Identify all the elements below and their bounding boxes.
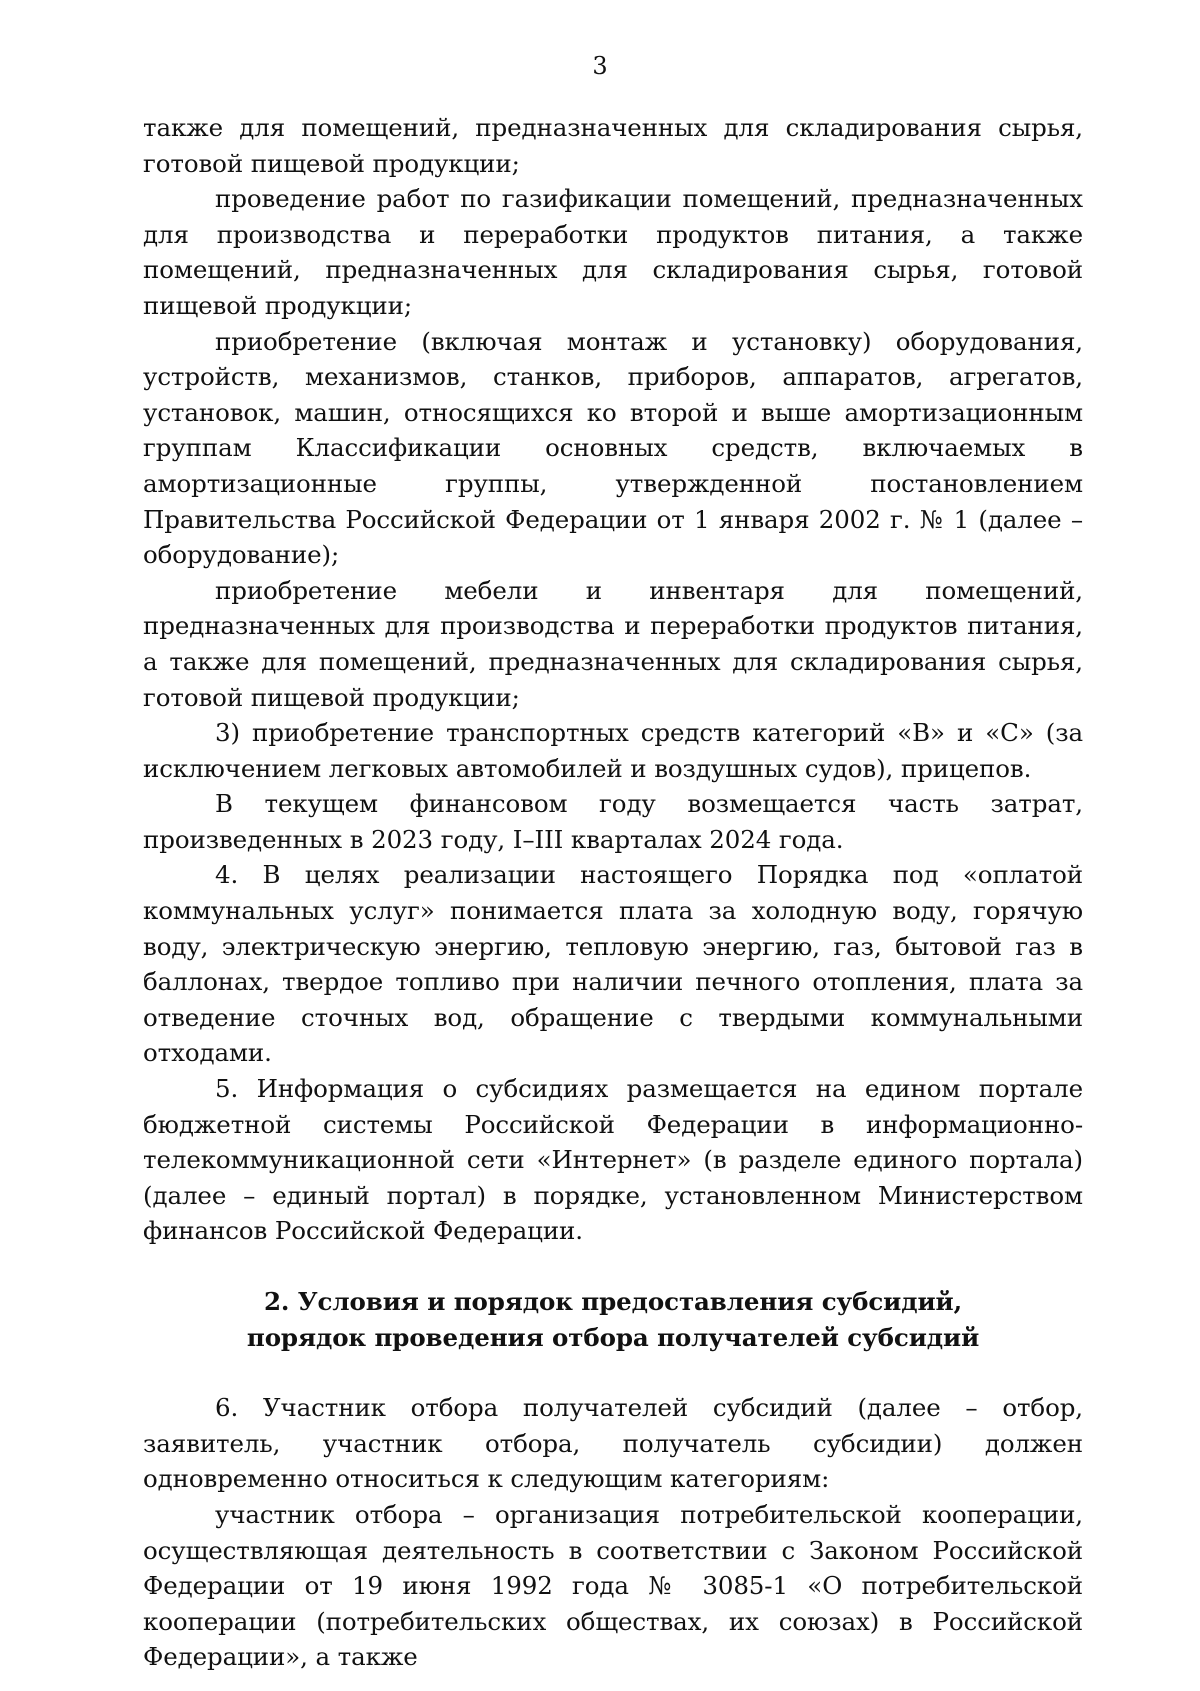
section-heading-line: 2. Условия и порядок предоставления субсидий, (263, 1287, 963, 1316)
paragraph: 4. В целях реализации настоящего Порядка под «оплатой коммунальных услуг» понимается плата за холодную воду, горячую воду, электрическую энергию, тепловую энергию, газ, бытовой газ в баллонах, твердое топливо при наличии печного отопления, плата за отведение сточных вод, обращение с твердыми коммунальными отходами. (143, 860, 1083, 1068)
paragraph: также для помещений, предназначенных для складирования сырья, готовой пищевой продукции; (143, 113, 1083, 178)
paragraph: 6. Участник отбора получателей субсидий (далее – отбор, заявитель, участник отбора, получатель субсидии) должен одновременно относиться к следующим категориям: (143, 1393, 1083, 1494)
paragraph: проведение работ по газификации помещений, предназначенных для производства и переработки продуктов питания, а также помещений, предназначенных для складирования сырья, готовой пищевой продукции; (143, 184, 1083, 320)
paragraph: 3) приобретение транспортных средств категорий «B» и «C» (за исключением легковых автомобилей и воздушных судов), прицепов. (143, 718, 1083, 783)
paragraph: приобретение мебели и инвентаря для помещений, предназначенных для производства и переработки продуктов питания, а также для помещений, предназначенных для складирования сырья, готовой пищевой продукции; (143, 575, 1083, 712)
paragraph: 5. Информация о субсидиях размещается на едином портале бюджетной системы Российской Федерации в информационно-телекоммуникационной сети «Интернет» (в разделе единого портала) (далее – единый портал) в порядке, установленном Министерством финансов Российской Федерации. (143, 1074, 1083, 1246)
section-heading-line: порядок проведения отбора получателей субсидий (246, 1322, 980, 1352)
paragraph: участник отбора – организация потребительской кооперации, осуществляющая деятельность в соответствии с Законом Российской Федерации от 19 июня 1992 года № 3085-1 «О потребительской кооперации (потребительских обществах, их союзах) в Российской Федерации», а также (143, 1499, 1083, 1672)
page-number: 3 (592, 52, 608, 80)
paragraph: приобретение (включая монтаж и установку) оборудования, устройств, механизмов, станков, приборов, аппаратов, агрегатов, установок, машин, относящихся ко второй и выше амортизационным группам Классификации основных средств, включаемых в амортизационные группы, утвержденной постановлением Правительства Российской Федерации от 1 января 2002 г. № 1 (далее – оборудование); (143, 326, 1083, 570)
paragraph: В текущем финансовом году возмещается часть затрат, произведенных в 2023 году, I–III кварталах 2024 года. (143, 789, 1083, 854)
document-body (143, 110, 1083, 1675)
section-heading (143, 1284, 1083, 1355)
